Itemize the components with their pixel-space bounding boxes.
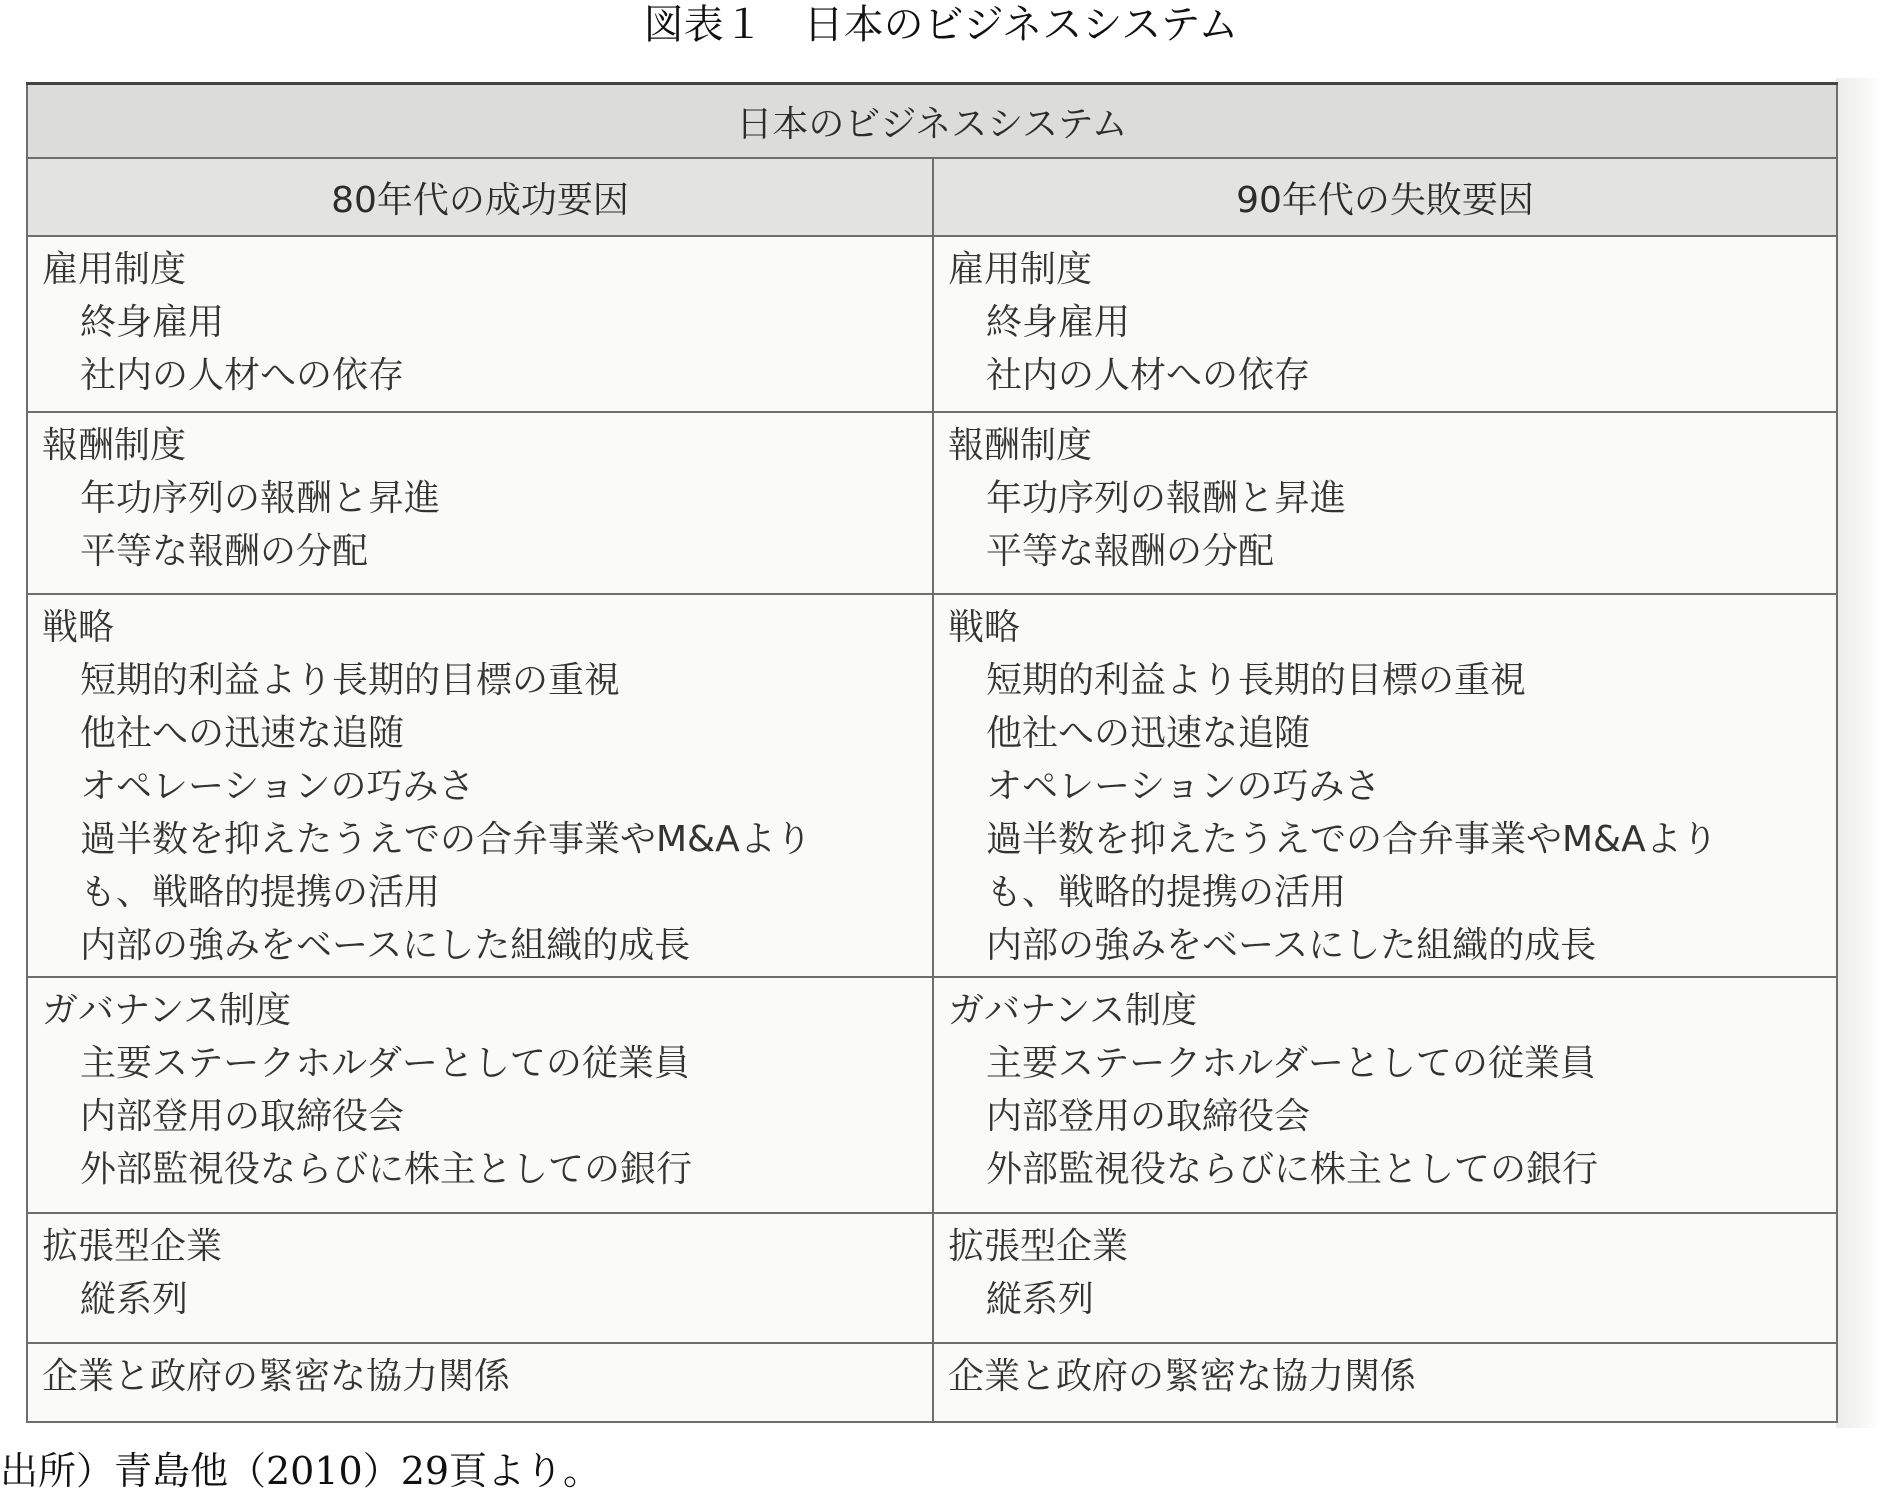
figure-title: 図表１ 日本のビジネスシステム [643,2,1239,48]
cell-90s [933,594,1837,977]
list-item: 外部監視役ならびに株主としての銀行 [80,1149,693,1190]
category-label: 拡張型企業 [42,1226,223,1267]
category-label: 拡張型企業 [948,1226,1129,1267]
list-item: 外部監視役ならびに株主としての銀行 [986,1149,1599,1190]
list-item: 平等な報酬の分配 [986,531,1275,572]
list-item: も、戦略的提携の活用 [986,872,1347,913]
category-label: ガバナンス制度 [948,990,1198,1031]
table-body [27,236,1837,1422]
column-header-80s: 80年代の成功要因 [27,158,933,236]
list-item: 縦系列 [986,1279,1095,1320]
category-label: 報酬制度 [948,425,1093,466]
list-item: 社内の人材への依存 [80,355,405,396]
list-item: 終身雇用 [986,302,1131,343]
table-row [27,1213,1837,1343]
comparison-table [26,82,1838,1423]
cell-80s [27,412,933,594]
source-note: 出所）青島他（2010）29頁より。 [0,1449,602,1493]
list-item: 他社への迅速な追随 [986,713,1311,754]
cell-80s [27,594,933,977]
business-system-table [26,82,1836,1418]
list-item: 内部登用の取締役会 [986,1096,1311,1137]
category-label: 企業と政府の緊密な協力関係 [948,1356,1417,1397]
list-item: も、戦略的提携の活用 [80,872,441,913]
list-item: 主要ステークホルダーとしての従業員 [986,1043,1596,1084]
list-item: 短期的利益より長期的目標の重視 [80,660,621,701]
cell-80s [27,236,933,412]
cell-90s [933,977,1837,1213]
cell-90s [933,412,1837,594]
category-label: 雇用制度 [948,249,1093,290]
list-item: 過半数を抑えたうえでの合弁事業やM&Aより [80,819,812,860]
category-label: 戦略 [42,607,115,648]
table-header: 日本のビジネスシステム [27,84,1837,159]
category-label: 戦略 [948,607,1021,648]
list-item: 他社への迅速な追随 [80,713,405,754]
list-item: 年功序列の報酬と昇進 [986,478,1347,519]
list-item: 年功序列の報酬と昇進 [80,478,441,519]
table-row [27,977,1837,1213]
cell-80s [27,977,933,1213]
list-item: 主要ステークホルダーとしての従業員 [80,1043,690,1084]
category-label: 雇用制度 [42,249,187,290]
list-item: 過半数を抑えたうえでの合弁事業やM&Aより [986,819,1718,860]
cell-90s [933,1213,1837,1343]
category-label: 企業と政府の緊密な協力関係 [42,1356,511,1397]
category-label: ガバナンス制度 [42,990,292,1031]
list-item: 縦系列 [80,1279,189,1320]
table-row [27,1343,1837,1422]
cell-80s [27,1343,933,1422]
list-item: 内部の強みをベースにした組織的成長 [80,925,691,966]
table-row [27,412,1837,594]
list-item: 短期的利益より長期的目標の重視 [986,660,1527,701]
table-row [27,236,1837,412]
list-item: 終身雇用 [80,302,225,343]
cell-90s [933,236,1837,412]
list-item: 社内の人材への依存 [986,355,1311,396]
page-edge-shadow [1836,78,1882,1428]
list-item: オペレーションの巧みさ [986,766,1381,807]
list-item: 平等な報酬の分配 [80,531,369,572]
cell-80s [27,1213,933,1343]
list-item: 内部の強みをベースにした組織的成長 [986,925,1597,966]
category-label: 報酬制度 [42,425,187,466]
cell-90s [933,1343,1837,1422]
list-item: オペレーションの巧みさ [80,766,475,807]
table-row [27,594,1837,977]
column-header-90s: 90年代の失敗要因 [933,158,1837,236]
list-item: 内部登用の取締役会 [80,1096,405,1137]
